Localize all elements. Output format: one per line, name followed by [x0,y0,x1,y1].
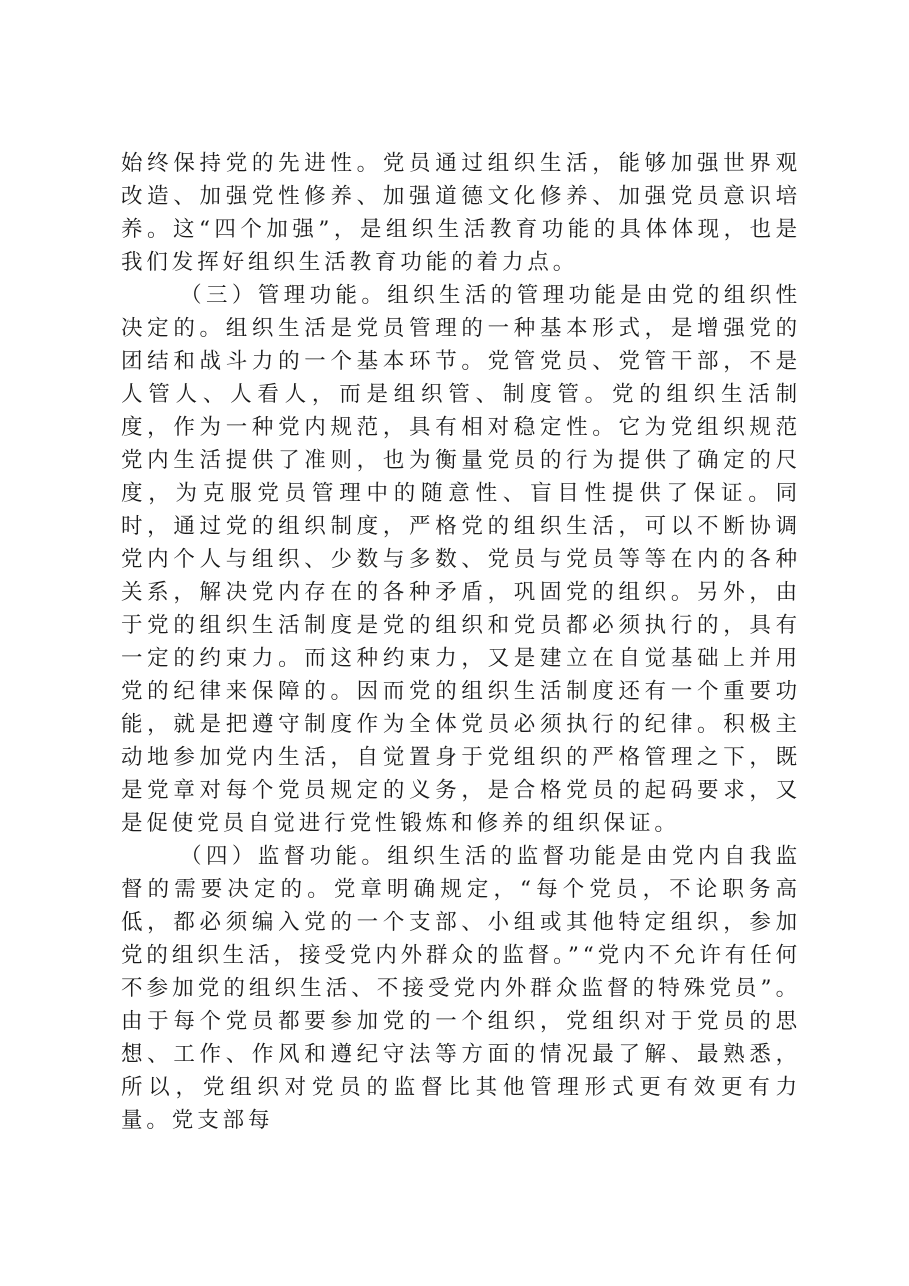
paragraph-continuation: 始终保持党的先进性。党员通过组织生活，能够加强世界观改造、加强党性修养、加强道德文化修养、加强党员意识培养。这“四个加强”，是组织生活教育功能的具体体现，也是我们发挥好组织生活教育功能的着力点。 [121,151,801,275]
paragraph-management-function: （三）管理功能。组织生活的管理功能是由党的组织性决定的。组织生活是党员管理的一种基本形式，是增强党的团结和战斗力的一个基本环节。党管党员、党管干部，不是人管人、人看人，而是组织管、制度管。党的组织生活制度，作为一种党内规范，具有相对稳定性。它为党组织规范党内生活提供了准则，也为衡量党员的行为提供了确定的尺度，为克服党员管理中的随意性、盲目性提供了保证。同时，通过党的组织制度，严格党的组织生活，可以不断协调党内个人与组织、少数与多数、党员与党员等等在内的各种关系，解决党内存在的各种矛盾，巩固党的组织。另外，由于党的组织生活制度是党的组织和党员都必须执行的，具有一定的约束力。而这种约束力，又是建立在自觉基础上并用党的纪律来保障的。因而党的组织生活制度还有一个重要功能，就是把遵守制度作为全体党员必须执行的纪律。积极主动地参加党内生活，自觉置身于党组织的严格管理之下，既是党章对每个党员规定的义务，是合格党员的起码要求，又是促使党员自觉进行党性锻炼和修养的组织保证。 [121,283,801,836]
paragraph-supervision-function: （四）监督功能。组织生活的监督功能是由党内自我监督的需要决定的。党章明确规定，“每个党员，不论职务高低，都必须编入党的一个支部、小组或其他特定组织，参加党的组织生活，接受党内外群众的监督。”“党内不允许有任何不参加党的组织生活、不接受党内外群众监督的特殊党员”。由于每个党员都要参加党的一个组织，党组织对于党员的思想、工作、作风和遵纪守法等方面的情况最了解、最熟悉，所以，党组织对党员的监督比其他管理形式更有效更有力量。党支部每 [121,844,801,1133]
document-body [121,147,801,1137]
